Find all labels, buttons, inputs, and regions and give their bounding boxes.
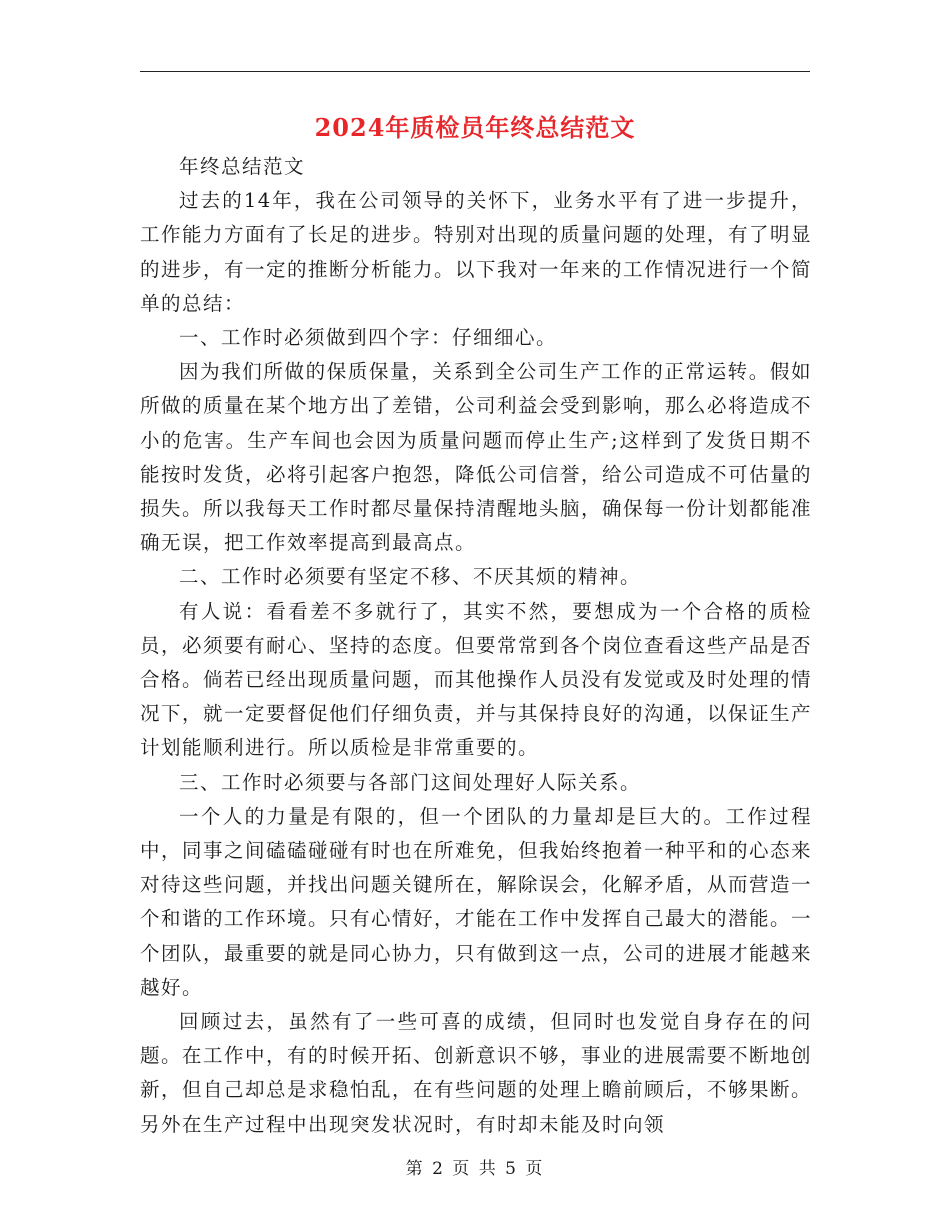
section-heading: 一、工作时必须做到四个字：仔细细心。 xyxy=(179,326,558,350)
document-title: 2024年质检员年终总结范文 xyxy=(314,113,636,142)
paragraph: 一个人的力量是有限的，但一个团队的力量却是巨大的。工作过程中，同事之间磕磕碰碰有时也在所难免，但我始终抱着一种平和的心态来对待这些问题，并找出问题关键所在，解除误会，化解矛盾，从而营造一个和谐的工作环境。只有心情好，才能在工作中发挥自己最大的潜能。一个团队，最重要的就是同心协力，只有做到这一点，公司的进展才能越来越好。 xyxy=(140,804,813,999)
header-rule xyxy=(140,71,810,72)
paragraph: 过去的14年，我在公司领导的关怀下，业务水平有了进一步提升，工作能力方面有了长足的进步。特别对出现的质量问题的处理，有了明显的进步，有一定的推断分析能力。以下我对一年来的工作情况进行一个简单的总结： xyxy=(140,189,813,315)
section-heading: 三、工作时必须要与各部门这间处理好人际关系。 xyxy=(179,770,642,794)
document-body xyxy=(140,150,812,1142)
paragraph: 有人说：看看差不多就行了，其实不然，要想成为一个合格的质检员，必须要有耐心、坚持的态度。但要常常到各个岗位查看这些产品是否合格。倘若已经出现质量问题，而其他操作人员没有发觉或及时处理的情况下，就一定要督促他们仔细负责，并与其保持良好的沟通，以保证生产计划能顺利进行。所以质检是非常重要的。 xyxy=(140,599,813,760)
paragraph: 回顾过去，虽然有了一些可喜的成绩，但同时也发觉自身存在的问题。在工作中，有的时候开拓、创新意识不够，事业的进展需要不断地创新，但自己却总是求稳怕乱，在有些问题的处理上瞻前顾后，不够果断。另外在生产过程中出现突发状况时，有时却未能及时向领 xyxy=(140,1010,813,1136)
section-heading: 二、工作时必须要有坚定不移、不厌其烦的精神。 xyxy=(179,565,642,589)
page-footer: 第 2 页 共 5 页 xyxy=(405,1159,545,1179)
paragraph: 因为我们所做的保质保量，关系到全公司生产工作的正常运转。假如所做的质量在某个地方出了差错，公司利益会受到影响，那么必将造成不小的危害。生产车间也会因为质量问题而停止生产;这样到了发货日期不能按时发货，必将引起客户抱怨，降低公司信誉，给公司造成不可估量的损失。所以我每天工作时都尽量保持清醒地头脑，确保每一份计划都能准确无误，把工作效率提高到最高点。 xyxy=(140,360,813,555)
paragraph: 年终总结范文 xyxy=(179,155,306,178)
